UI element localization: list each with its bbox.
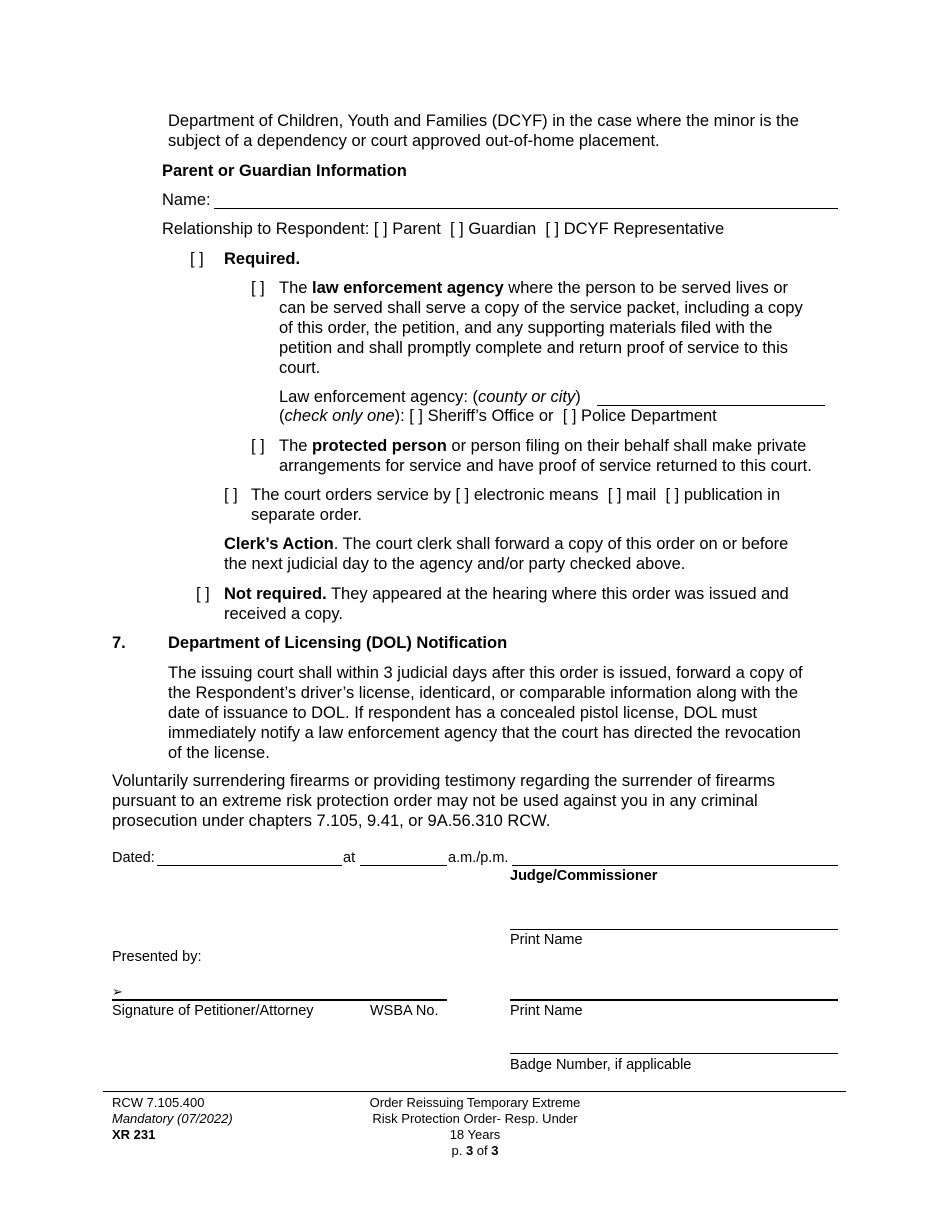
petitioner-signature-line[interactable] <box>112 999 447 1001</box>
law-enforcement-checkbox[interactable]: [ ] <box>251 279 265 297</box>
judge-label: Judge/Commissioner <box>510 868 658 884</box>
required-checkbox[interactable]: [ ] <box>190 250 204 268</box>
petitioner-signature-label: Signature of Petitioner/Attorney <box>112 1003 314 1019</box>
print-name-line-2[interactable] <box>510 999 838 1001</box>
signature-arrow-icon: ➢ <box>112 984 123 999</box>
intro-line-2: subject of a dependency or court approved out-of-home placement. <box>168 132 660 150</box>
law-enforcement-line-3: of this order, the petition, and any supporting materials filed with the <box>279 319 773 337</box>
footer-rcw: RCW 7.105.400 <box>112 1095 205 1110</box>
judge-print-name-line[interactable] <box>510 929 838 930</box>
not-required-line-2: received a copy. <box>224 605 343 623</box>
name-label: Name: <box>162 191 211 209</box>
footer-title-line-1: Order Reissuing Temporary Extreme <box>369 1095 581 1110</box>
wsba-label: WSBA No. <box>370 1003 439 1019</box>
court-orders-checkbox[interactable]: [ ] <box>224 486 238 504</box>
agency-label: Law enforcement agency: (county or city) <box>279 388 581 406</box>
court-orders-line-2: separate order. <box>251 506 362 524</box>
footer-title-line-3: 18 Years <box>449 1127 501 1142</box>
badge-number-label: Badge Number, if applicable <box>510 1057 692 1073</box>
section-7-number: 7. <box>112 634 126 652</box>
check-only-one-line: (check only one): [ ] Sheriff’s Office or [ ] Police Department <box>279 407 717 425</box>
voluntary-line-1: Voluntarily surrendering firearms or providing testimony regarding the surrender of firearms <box>112 772 776 790</box>
footer-divider <box>103 1091 846 1092</box>
section-7-heading: Department of Licensing (DOL) Notification <box>168 634 508 652</box>
law-enforcement-line-2: can be served shall serve a copy of the service packet, including a copy <box>279 299 803 317</box>
not-required-line-1: Not required. They appeared at the hearing where this order was issued and <box>224 585 789 603</box>
section-7-line-1: The issuing court shall within 3 judicial days after this order is issued, forward a copy of <box>168 664 803 682</box>
section-7-line-2: the Respondent’s driver’s license, identicard, or comparable information along with the <box>168 684 799 702</box>
law-enforcement-line-4: petition and shall promptly complete and return proof of service to this <box>279 339 789 357</box>
footer-page-number: p. 3 of 3 <box>451 1143 499 1158</box>
presented-by-label: Presented by: <box>112 949 202 965</box>
footer-mandatory: Mandatory (07/2022) <box>112 1111 233 1126</box>
court-orders-line-1: The court orders service by [ ] electronic means [ ] mail [ ] publication in <box>251 486 781 504</box>
protected-person-checkbox[interactable]: [ ] <box>251 437 265 455</box>
parent-info-heading: Parent or Guardian Information <box>162 162 407 180</box>
law-enforcement-line-1: The law enforcement agency where the person to be served lives or <box>279 279 789 297</box>
time-field-line[interactable] <box>360 865 447 866</box>
name-field-line[interactable] <box>214 208 838 209</box>
dated-label: Dated: <box>112 850 155 866</box>
required-label: Required. <box>224 250 301 268</box>
badge-number-line[interactable] <box>510 1053 838 1054</box>
not-required-checkbox[interactable]: [ ] <box>196 585 210 603</box>
voluntary-line-3: prosecution under chapters 7.105, 9.41, or 9A.56.310 RCW. <box>112 812 551 830</box>
print-name-label-1: Print Name <box>510 932 583 948</box>
section-7-line-5: of the license. <box>168 744 270 762</box>
at-label: at <box>343 850 356 866</box>
footer-form-number: XR 231 <box>112 1127 156 1142</box>
clerk-action-line-2: the next judicial day to the agency and/or party checked above. <box>224 555 686 573</box>
relationship-line: Relationship to Respondent: [ ] Parent [ ] Guardian [ ] DCYF Representative <box>162 220 725 238</box>
ampm-label: a.m./p.m. <box>448 850 509 866</box>
protected-person-line-1: The protected person or person filing on their behalf shall make private <box>279 437 807 455</box>
clerk-action-line-1: Clerk’s Action. The court clerk shall forward a copy of this order on or before <box>224 535 789 553</box>
dated-field-line[interactable] <box>157 865 342 866</box>
agency-field-line[interactable] <box>597 405 825 406</box>
judge-signature-line[interactable] <box>512 865 838 866</box>
section-7-line-3: date of issuance to DOL. If respondent has a concealed pistol license, DOL must <box>168 704 758 722</box>
protected-person-line-2: arrangements for service and have proof of service returned to this court. <box>279 457 812 475</box>
footer-title-line-2: Risk Protection Order- Resp. Under <box>372 1111 578 1126</box>
intro-line-1: Department of Children, Youth and Families (DCYF) in the case where the minor is the <box>168 112 799 130</box>
section-7-line-4: immediately notify a law enforcement agency that the court has directed the revocation <box>168 724 801 742</box>
law-enforcement-line-5: court. <box>279 359 321 377</box>
voluntary-line-2: pursuant to an extreme risk protection order may not be used against you in any criminal <box>112 792 758 810</box>
print-name-label-2: Print Name <box>510 1003 583 1019</box>
